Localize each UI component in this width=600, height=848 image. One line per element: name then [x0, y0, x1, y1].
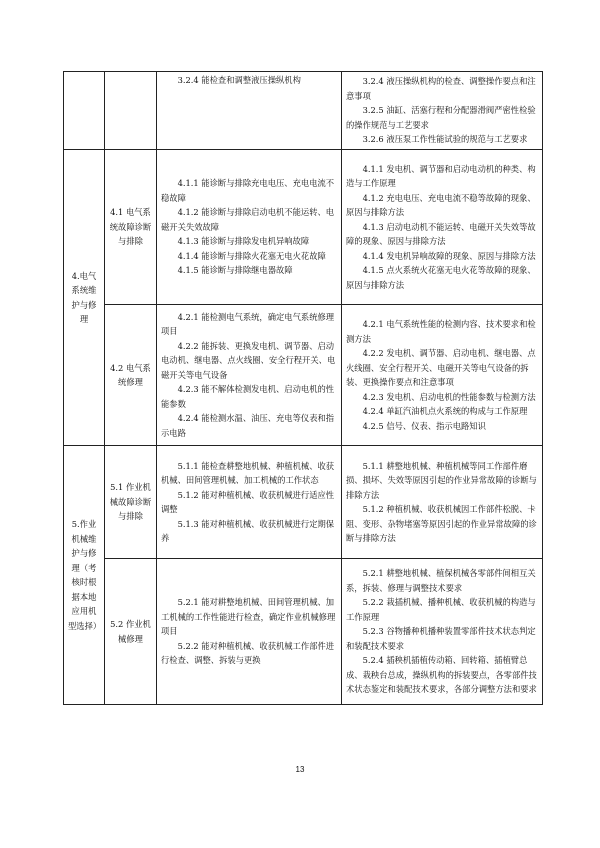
knowledge-item: 5.1.1 耕整地机械、种植机械等同工作部件磨损、损坏、失效等原因引起的作业异常故障的诊断与排除方法 [346, 460, 537, 500]
knowledge-requirements-cell [342, 305, 543, 446]
skill-item: 5.1.2 能对种植机械、收获机械进行适应性调整 [161, 489, 335, 514]
skill-item: 4.1.1 能诊断与排除充电电压、充电电流不稳故障 [161, 178, 335, 203]
knowledge-item: 4.1.3 启动电动机不能运转、电磁开关失效等故障的现象、原因与排除方法 [346, 221, 536, 247]
knowledge-item: 4.1.2 充电电压、充电电流不稳等故障的现象、原因与排除方法 [346, 192, 536, 218]
table-row [64, 72, 543, 150]
skill-item: 5.1.1 能检查耕整地机械、种植机械、收获机械、田间管理机械、加工机械的工作状态 [161, 460, 335, 485]
table-row [64, 446, 543, 559]
work-unit-cell [105, 72, 157, 150]
knowledge-item: 4.2.3 发电机、启动电机的性能参数与检测方法 [362, 391, 536, 402]
skill-item: 4.1.3 能诊断与排除发电机异响故障 [177, 236, 310, 247]
knowledge-item: 5.2.3 谷物播种机播种装置零部件技术状态判定和装配技术要求 [346, 626, 536, 651]
skill-requirements-cell [157, 559, 342, 705]
knowledge-requirements-cell [342, 559, 543, 705]
work-area-cell [64, 72, 105, 150]
skill-requirements-cell [157, 150, 342, 305]
knowledge-requirements-cell [342, 446, 543, 559]
skill-item: 4.2.1 能检测电气系统，确定电气系统修理项目 [161, 311, 335, 337]
knowledge-item: 4.1.5 点火系统火花塞无电火花等故障的现象、原因与排除方法 [346, 265, 536, 290]
knowledge-item: 3.2.5 油缸、活塞行程和分配器滑阀严密性检验的操作规范与工艺要求 [346, 105, 536, 130]
work-area-cell: 5.作业机械维护与修理（考核时根据本地应用机型选择） [64, 446, 105, 705]
knowledge-item: 5.1.2 种植机械、收获机械因工作部件松脱、卡阻、变形、杂物堵塞等原因引起的作业异常故障的诊断与排除方法 [346, 504, 537, 543]
knowledge-item: 3.2.6 液压泵工作性能试验的规范与工艺要求 [362, 134, 528, 145]
skill-item: 4.2.4 能检测水温、油压、充电等仪表和指示电路 [161, 413, 335, 438]
skill-requirements-cell [157, 446, 342, 559]
knowledge-item: 4.2.4 单缸汽油机点火系统的构成与工作原理 [362, 406, 528, 416]
knowledge-requirements-cell [342, 150, 543, 305]
work-unit-cell: 4.2 电气系统修理 [105, 305, 157, 446]
skill-item: 4.2.2 能拆装、更换发电机、调节器、启动电动机、继电器、点火线圈、安全行程开关、电磁开关等电气设备 [161, 340, 336, 380]
knowledge-item: 3.2.4 液压操纵机构的检查、调整操作要点和注意事项 [346, 76, 536, 101]
work-unit-cell: 5.2 作业机械修理 [105, 559, 157, 705]
knowledge-item: 4.2.5 信号、仪表、指示电路知识 [362, 420, 486, 431]
skill-item: 5.2.1 能对耕整地机械、田间管理机械、加工机械的工作性能进行检查，确定作业机械修理项目 [161, 597, 336, 637]
skill-item: 5.2.2 能对种植机械、收获机械工作部件进行检查、调整、拆装与更换 [161, 640, 335, 666]
skill-requirements-cell [157, 305, 342, 446]
skill-item: 4.2.3 能不解体检测发电机、启动电机的性能参数 [161, 384, 335, 409]
standards-table [63, 71, 543, 705]
skill-item: 5.1.3 能对种植机械、收获机械进行定期保养 [161, 518, 335, 543]
knowledge-item: 5.2.4 插秧机插植传动箱、回转箱、插植臂总成、栽秧台总成，操纵机构的拆装要点，各零部件技术状态鉴定和装配技术要求，各部分调整方法和要求 [346, 655, 537, 695]
skill-item: 3.2.4 能检查和调整液压操纵机构 [177, 75, 301, 85]
skill-item: 4.1.2 能诊断与排除启动电机不能运转、电磁开关失效故障 [161, 207, 335, 232]
knowledge-item: 5.2.1 耕整地机械、植保机械各零部件间相互关系，拆装、修理与调整技术要求 [346, 568, 536, 593]
knowledge-item: 4.1.4 发电机异响故障的现象、原因与排除方法 [362, 250, 536, 261]
page-number: 13 [295, 765, 305, 774]
knowledge-item: 4.1.1 发电机、调节器和启动电动机的种类、构造与工作原理 [346, 163, 536, 189]
knowledge-item: 5.2.2 栽插机械、播种机械、收获机械的构造与工作原理 [346, 597, 536, 622]
knowledge-item: 4.2.2 发电机、调节器、启动电机、继电器、点火线圈、安全行程开关、电磁开关等电气设备的拆装、更换操作要点和注意事项 [346, 348, 536, 387]
work-unit-cell: 5.1 作业机械故障诊断与排除 [105, 446, 157, 559]
table-row [64, 559, 543, 705]
work-unit-cell: 4.1 电气系统故障诊断与排除 [105, 150, 157, 305]
skill-requirements-cell [157, 72, 342, 150]
skill-item: 4.1.4 能诊断与排除火花塞无电火花故障 [177, 250, 326, 261]
table-row [64, 150, 543, 305]
table-row [64, 305, 543, 446]
work-area-cell: 4.电气系统维护与修理 [64, 150, 105, 446]
knowledge-requirements-cell [342, 72, 543, 150]
knowledge-item: 4.2.1 电气系统性能的检测内容、技术要求和检测方法 [346, 319, 536, 344]
skill-item: 4.1.5 能诊断与排除继电器故障 [177, 265, 293, 276]
